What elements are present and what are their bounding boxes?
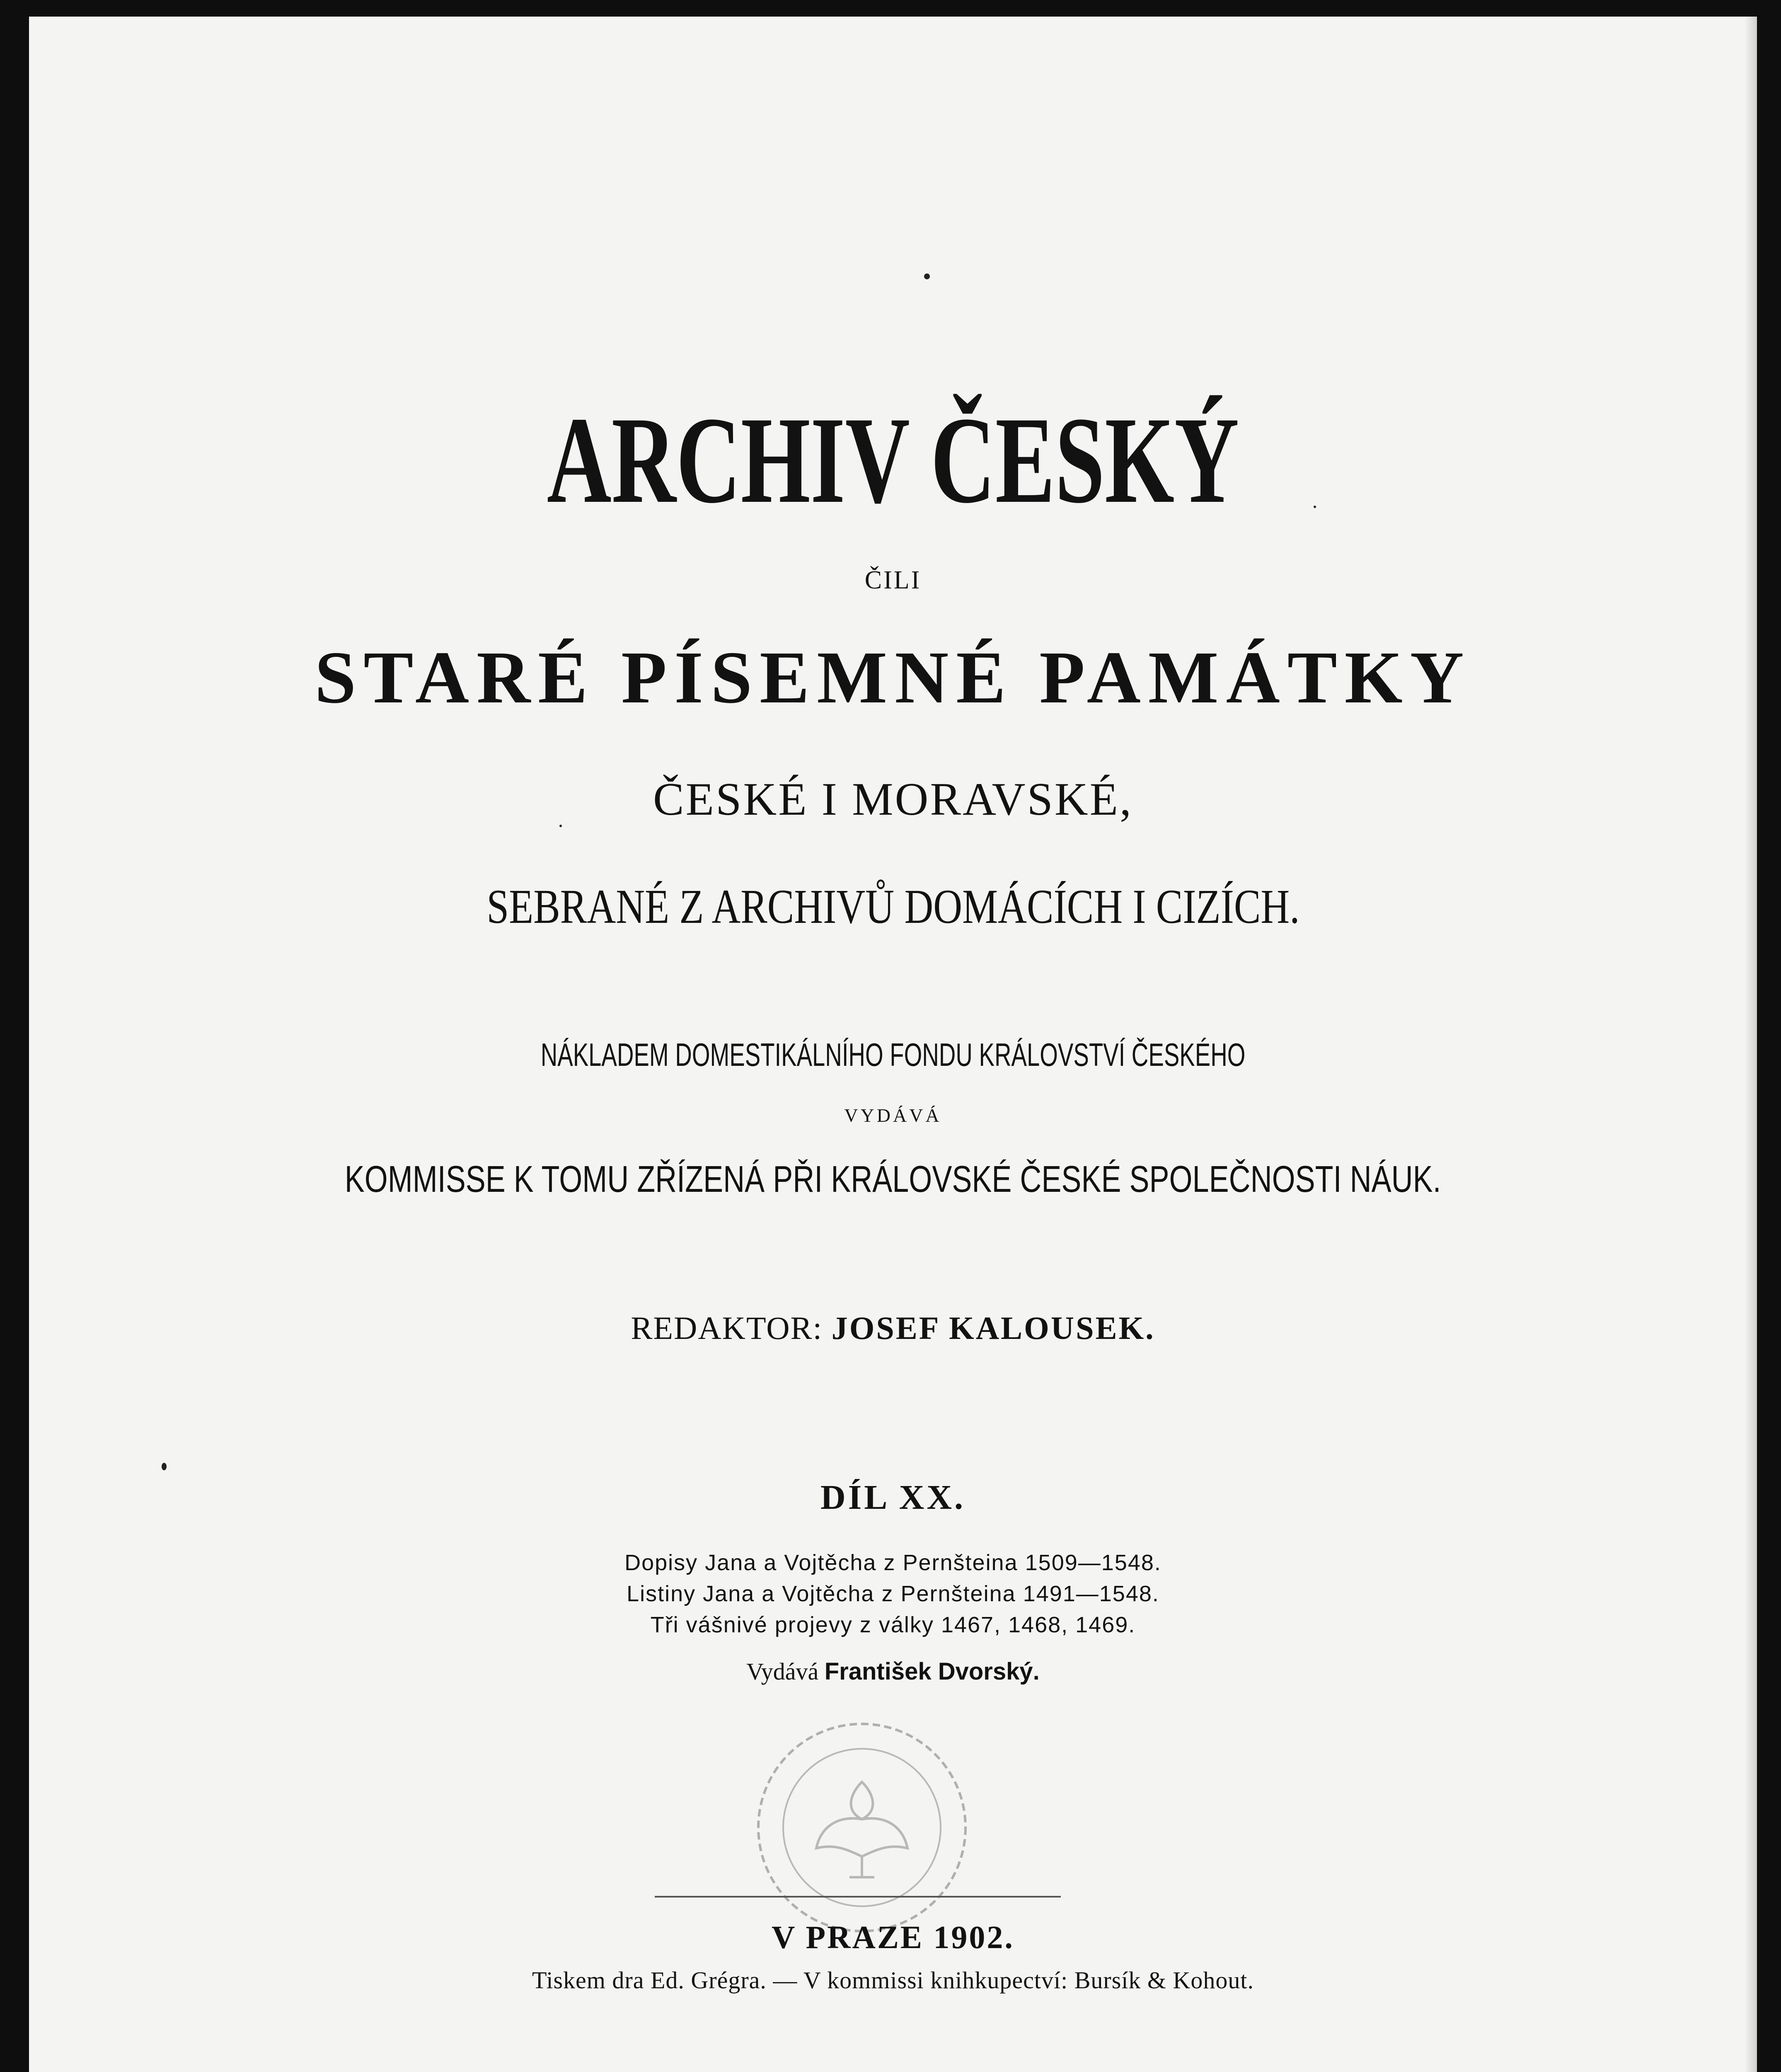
editor-line: [29, 1310, 1757, 1347]
library-stamp: [746, 1711, 978, 1944]
issued-by-label: VYDÁVÁ: [844, 1105, 942, 1126]
issuer-line: [29, 1658, 1757, 1685]
contents-item: Listiny Jana a Vojtěcha z Pernšteina 1491—1548.: [627, 1581, 1159, 1606]
subtitle-sources: [29, 879, 1757, 935]
commission-line: [29, 1158, 1757, 1201]
issuer-label: Vydává: [746, 1658, 819, 1685]
issuer-name: František Dvorský.: [824, 1658, 1040, 1685]
separator-rule: [655, 1896, 1061, 1898]
book-title: [29, 391, 1757, 529]
title-page: [29, 17, 1757, 2072]
publisher-line: [29, 1036, 1757, 1074]
editor-name: JOSEF KALOUSEK.: [831, 1310, 1155, 1346]
volume-number: DÍL XX.: [820, 1478, 966, 1517]
contents-item: Tři vášnivé projevy z války 1467, 1468, 1469.: [650, 1612, 1136, 1637]
eagle-emblem-icon: [816, 1782, 907, 1877]
commission-text: KOMMISSE K TOMU ZŘÍZENÁ PŘI KRÁLOVSKÉ ČESKÉ SPOLEČNOSTI NÁUK.: [345, 1159, 1441, 1200]
book-title-text: ARCHIV ČESKÝ: [547, 391, 1239, 529]
contents-item: Dopisy Jana a Vojtěcha z Pernšteina 1509—1548.: [624, 1550, 1162, 1575]
book-subtitle: STARÉ PÍSEMNÉ PAMÁTKY: [315, 636, 1471, 719]
dust-speck: [924, 274, 930, 279]
dust-speck: [162, 1463, 167, 1470]
printer-line: Tiskem dra Ed. Grégra. — V kommissi knihkupectví: Bursík & Kohout.: [532, 1967, 1254, 1994]
publisher-text: NÁKLADEM DOMESTIKÁLNÍHO FONDU KRÁLOVSTVÍ ČESKÉHO: [540, 1036, 1246, 1073]
subtitle-region: ČESKÉ I MORAVSKÉ,: [653, 774, 1133, 825]
subtitle-sources-text: SEBRANÉ Z ARCHIVŮ DOMÁCÍCH I CIZÍCH.: [486, 879, 1300, 934]
editor-label: REDAKTOR:: [631, 1310, 823, 1346]
place-and-year: V PRAZE 1902.: [772, 1919, 1014, 1955]
title-connector: ČILI: [864, 566, 922, 594]
